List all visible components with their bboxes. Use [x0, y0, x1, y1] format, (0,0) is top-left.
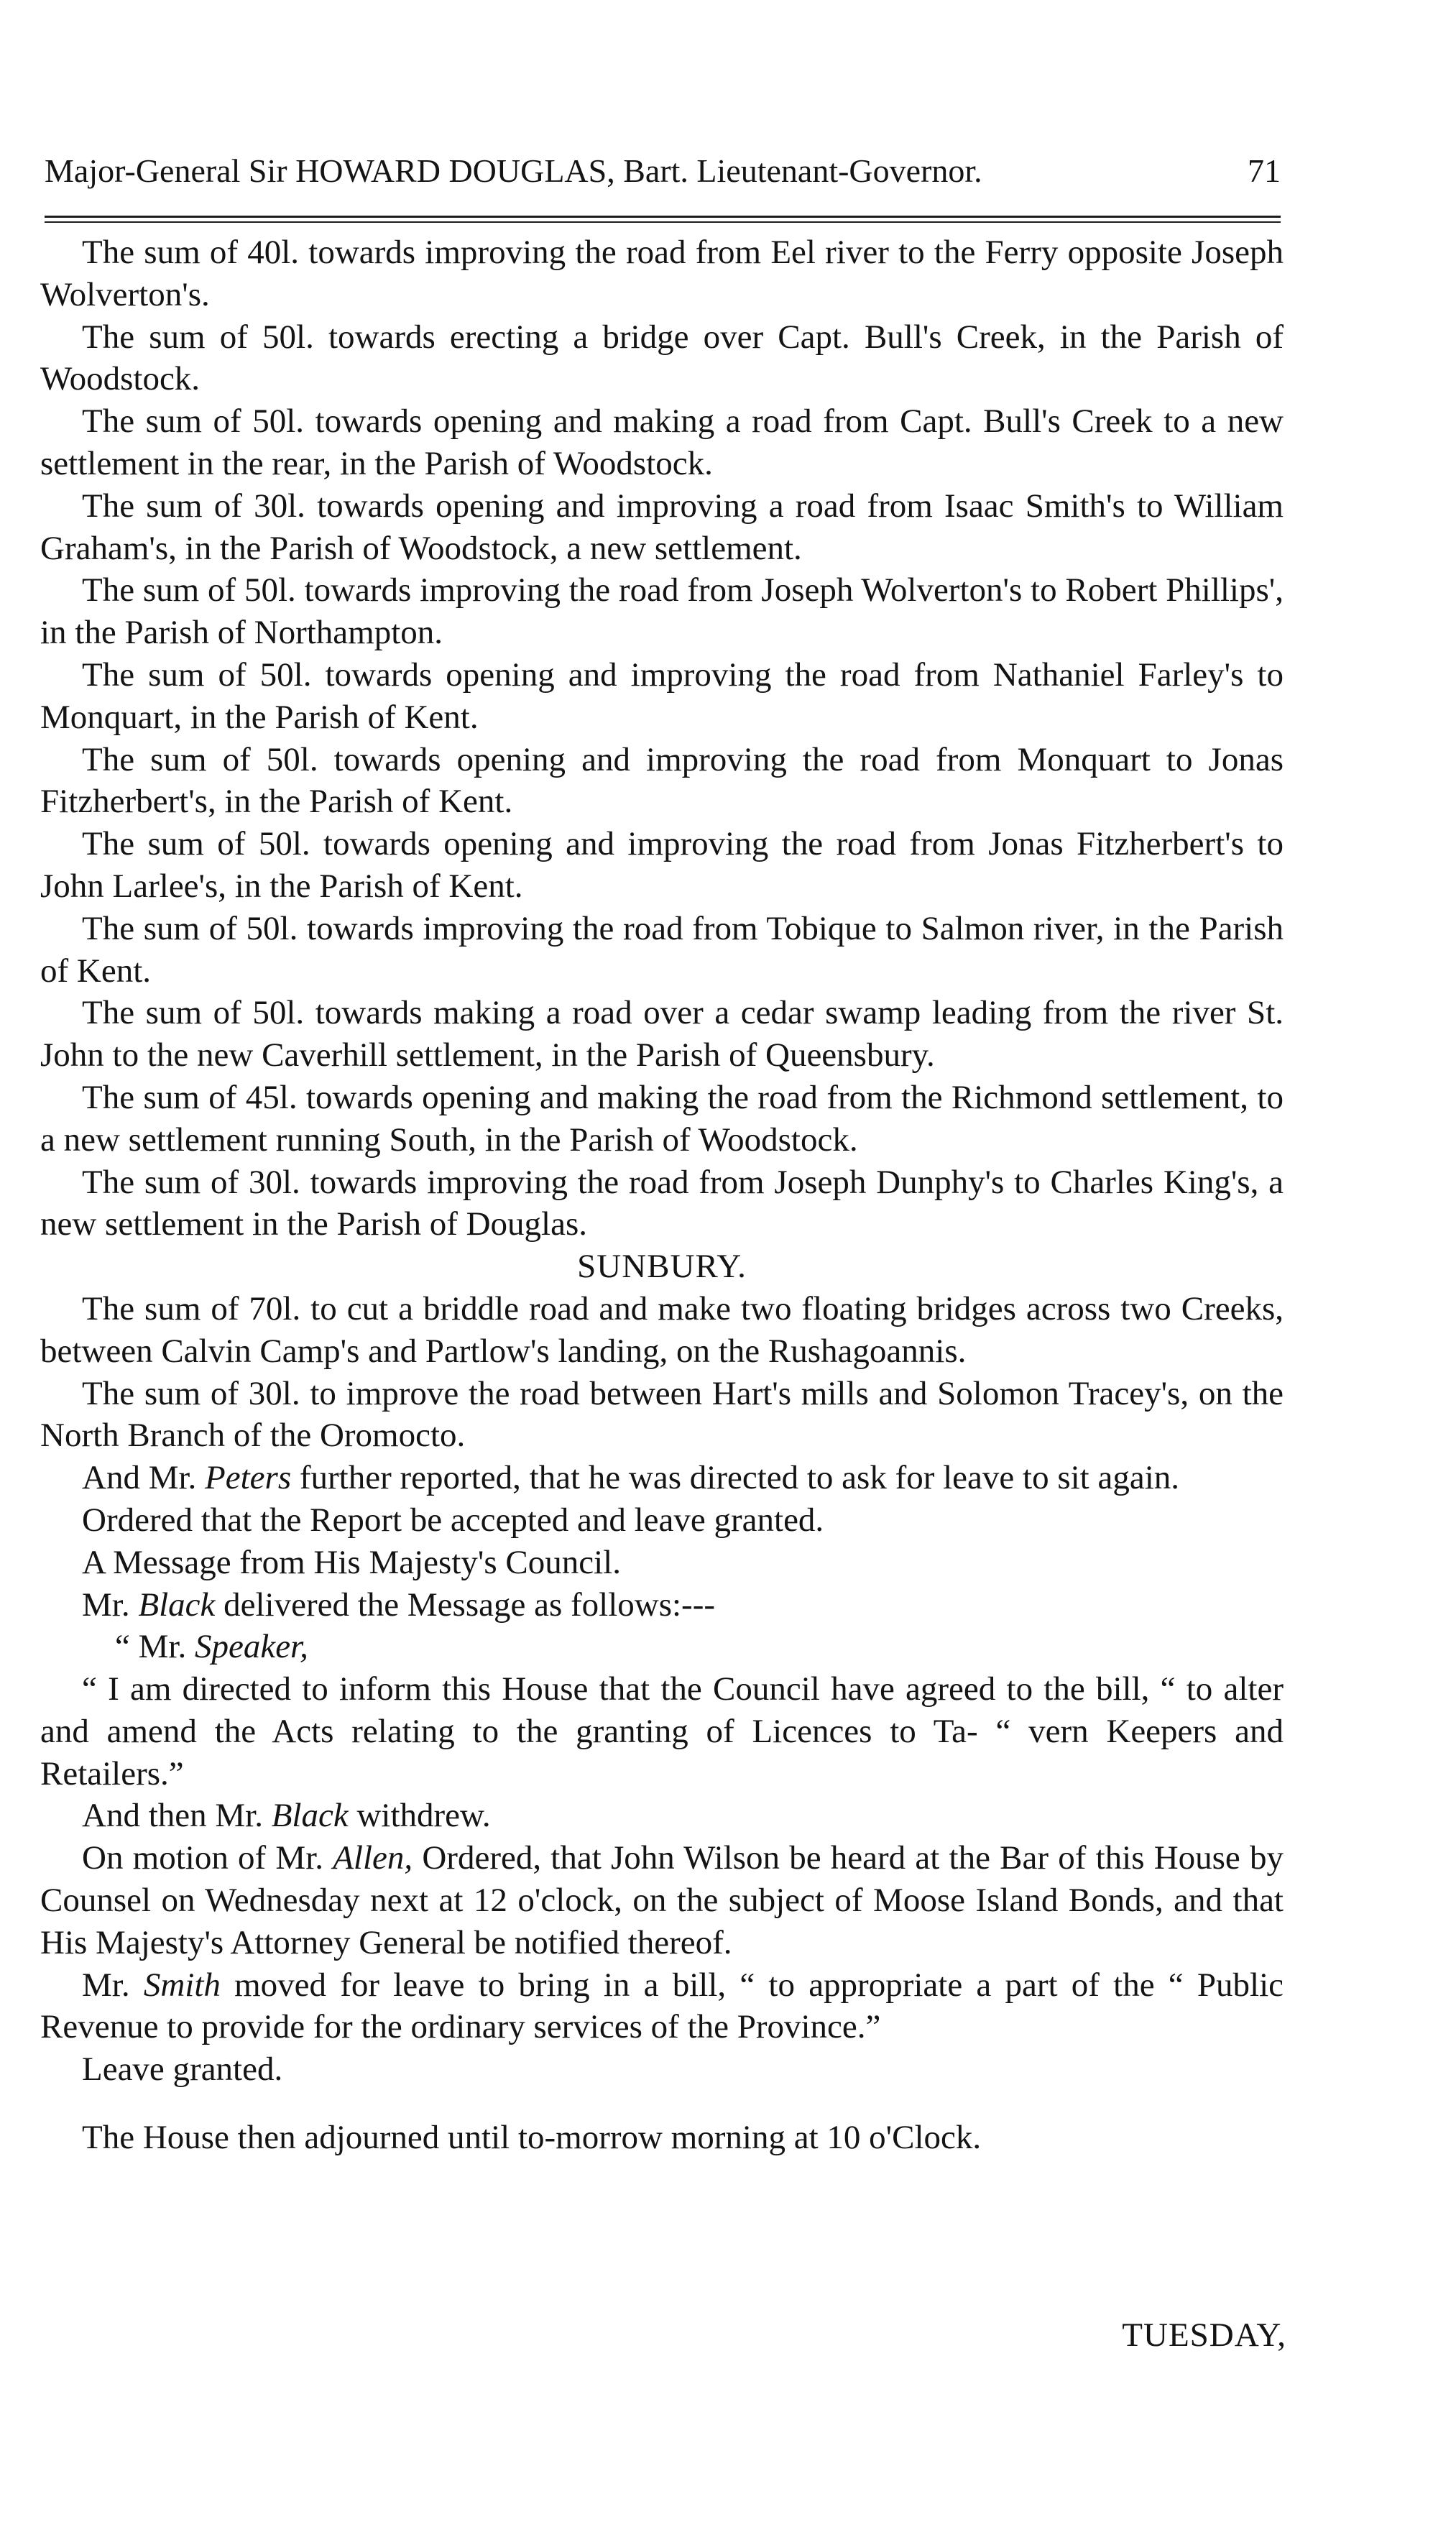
member-name: Black: [138, 1585, 216, 1624]
member-name: Black: [271, 1797, 349, 1835]
paragraph: The sum of 30l. to improve the road between Hart's mills and Solomon Tracey's, on the North Branch of the Oromocto.: [40, 1374, 1284, 1455]
paragraph: The sum of 50l. towards opening and improving the road from Nathaniel Farley's to Monquart, in the Parish of Kent.: [40, 655, 1284, 736]
section-heading-sunbury: SUNBURY.: [577, 1248, 747, 1286]
header-rule-thin: [45, 221, 1281, 223]
paragraph: The sum of 30l. towards opening and improving a road from Isaac Smith's to William Graham's, in the Parish of Woodstock, a new settlement.: [40, 487, 1284, 567]
paragraph: The sum of 50l. towards opening and improving the road from Jonas Fitzherbert's to John Larlee's, in the Parish of Kent.: [40, 825, 1284, 905]
running-head: [45, 151, 1281, 191]
paragraph: A Message from His Majesty's Council.: [82, 1543, 621, 1581]
running-title: Major-General Sir HOWARD DOUGLAS, Bart. Lieutenant-Governor.: [45, 152, 982, 189]
catchword: TUESDAY,: [1122, 2316, 1286, 2354]
member-name: Peters: [205, 1459, 292, 1497]
text-run: And Mr.: [82, 1459, 206, 1497]
text-run: “ Mr.: [115, 1628, 195, 1666]
body-text: [40, 231, 1284, 2159]
paragraph: The sum of 50l. towards improving the road from Joseph Wolverton's to Robert Phillips', in the Parish of Northampton.: [40, 571, 1284, 652]
text-run: Mr.: [82, 1585, 139, 1624]
paragraph: The sum of 50l. towards erecting a bridge over Capt. Bull's Creek, in the Parish of Woodstock.: [40, 318, 1284, 398]
paragraph: [40, 1964, 1284, 2049]
member-name: Smith: [143, 1966, 221, 2004]
paragraph: The sum of 30l. towards improving the road from Joseph Dunphy's to Charles King's, a new settlement in the Parish of Douglas.: [40, 1163, 1284, 1243]
adjournment-line: The House then adjourned until to-morrow morning at 10 o'Clock.: [82, 2119, 982, 2157]
paragraph: The sum of 50l. towards opening and making a road from Capt. Bull's Creek to a new settlement in the rear, in the Parish of Woodstock.: [40, 402, 1284, 482]
paragraph: Leave granted.: [82, 2050, 283, 2089]
member-name: Allen,: [333, 1839, 413, 1877]
spacer: [40, 2091, 1284, 2117]
paragraph: [40, 1457, 1284, 1499]
text-run: Ordered, that John Wilson be heard at the Bar of this House by Counsel on Wednesday next at 12 o'clock, on the subject of Moose Island Bonds, and that His Majesty's Attorney General be notified thereof.: [40, 1839, 1284, 1961]
text-run: further reported, that he was directed to ask for leave to sit again.: [291, 1459, 1180, 1497]
paragraph: The sum of 70l. to cut a briddle road and make two floating bridges across two Creeks, between Calvin Camp's and Partlow's landing, on the Rushagoannis.: [40, 1289, 1284, 1370]
paragraph: [40, 1795, 1284, 1837]
paragraph: The sum of 40l. towards improving the road from Eel river to the Ferry opposite Joseph Wolverton's.: [40, 234, 1284, 313]
paragraph: The sum of 45l. towards opening and making the road from the Richmond settlement, to a new settlement running South, in the Parish of Woodstock.: [40, 1078, 1284, 1159]
paragraph: [40, 1837, 1284, 1964]
paragraph: The sum of 50l. towards improving the road from Tobique to Salmon river, in the Parish of Kent.: [40, 909, 1284, 990]
paragraph: The sum of 50l. towards opening and improving the road from Monquart to Jonas Fitzherbert's, in the Parish of Kent.: [40, 740, 1284, 821]
text-run: withdrew.: [348, 1797, 491, 1835]
quoted-message: “ I am directed to inform this House that the Council have agreed to the bill, “ to alter and amend the Acts relating to the granting of Licences to Ta- “ vern Keepers and Retailers.”: [40, 1670, 1284, 1792]
paragraph: The sum of 50l. towards making a road over a cedar swamp leading from the river St. John to the new Caverhill settlement, in the Parish of Queensbury.: [40, 994, 1284, 1074]
text-run: Mr.: [82, 1966, 144, 2004]
paragraph: [40, 1584, 1284, 1626]
salutation: [40, 1626, 1284, 1668]
text-run: And then Mr.: [82, 1797, 272, 1835]
text-run: On motion of Mr.: [82, 1839, 333, 1877]
text-run: delivered the Message as follows:---: [215, 1585, 715, 1624]
text-run: moved for leave to bring in a bill, “ to appropriate a part of the “ Public Revenue to provide for the ordinary services of the Province.”: [40, 1966, 1284, 2046]
speaker-title: Speaker,: [194, 1628, 308, 1666]
header-rule-thick: [45, 216, 1281, 218]
paragraph: Ordered that the Report be accepted and leave granted.: [82, 1501, 824, 1539]
page-number: 71: [1248, 152, 1281, 189]
